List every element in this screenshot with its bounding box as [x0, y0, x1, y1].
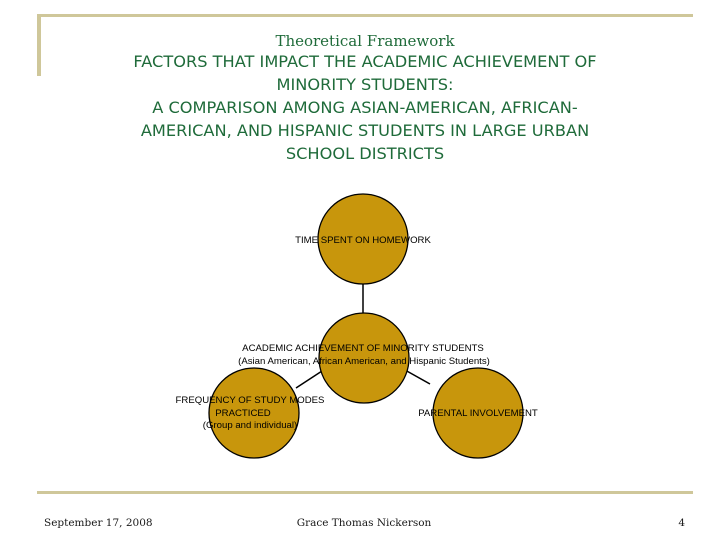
label-academic-achievement: ACADEMIC ACHIEVEMENT OF MINORITY STUDENTS	[242, 343, 484, 354]
slide-subtitle: Theoretical Framework	[275, 32, 455, 50]
slide-number: 4	[678, 517, 685, 529]
connector-left	[296, 371, 322, 388]
footer-date: September 17, 2008	[44, 517, 153, 529]
connector-right	[405, 370, 430, 384]
label-frequency-of-study-modes: FREQUENCY OF STUDY MODES	[175, 395, 325, 406]
footer-author: Grace Thomas Nickerson	[296, 517, 432, 529]
title-line-1: FACTORS THAT IMPACT THE ACADEMIC ACHIEVEMENT OF	[133, 52, 597, 71]
label-practiced: PRACTICED	[215, 408, 271, 419]
label-group-and-individual: (Group and individual)	[202, 420, 298, 431]
bottom-rule	[37, 491, 693, 494]
label-time-spent-on-homework: TIME SPENT ON HOMEWORK	[295, 235, 431, 246]
title-line-5: SCHOOL DISTRICTS	[285, 144, 445, 163]
label-minority-groups: (Asian American, African American, and Hispanic Students)	[238, 356, 490, 367]
title-line-4: AMERICAN, AND HISPANIC STUDENTS IN LARGE URBAN	[140, 121, 590, 140]
label-parental-involvement: PARENTAL INVOLVEMENT	[418, 408, 538, 419]
title-line-2: MINORITY STUDENTS:	[276, 75, 454, 94]
title-line-3: A COMPARISON AMONG ASIAN-AMERICAN, AFRICAN-	[152, 98, 578, 117]
